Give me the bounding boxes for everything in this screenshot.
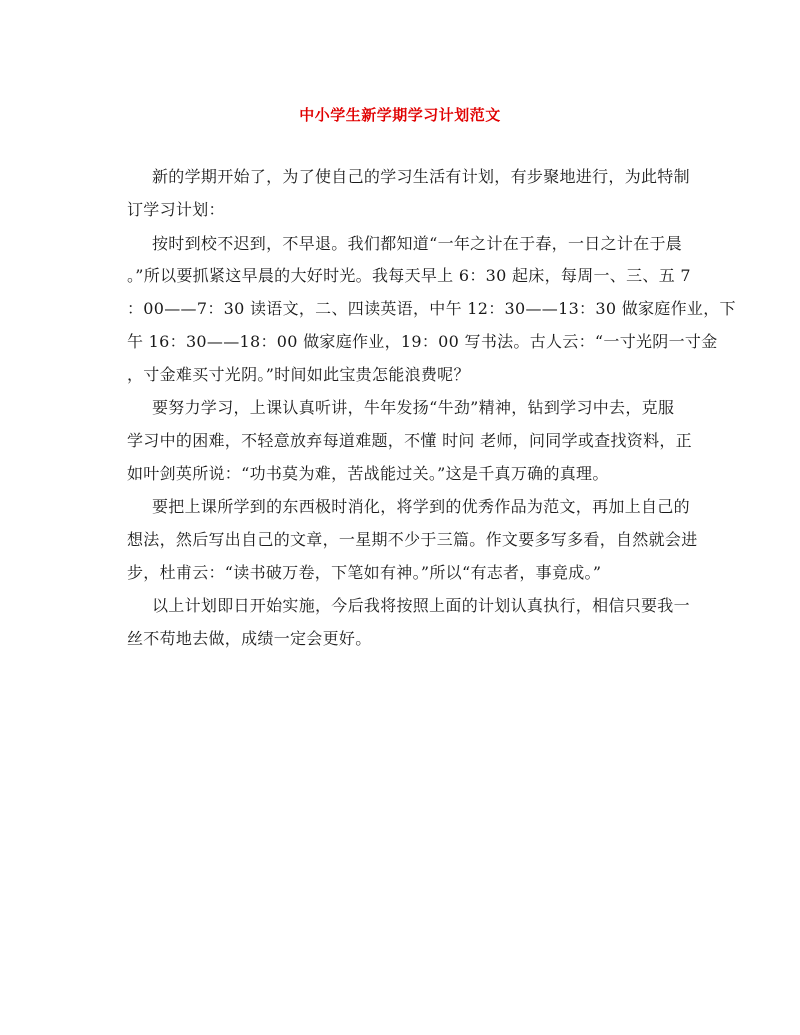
- paragraph-4-line-1: 要把上课所学到的东西极时消化，将学到的优秀作品为范文，再加上自己的: [152, 497, 690, 516]
- paragraph-5-line-2: 丝不苟地去做，成绩一定会更好。: [127, 629, 372, 648]
- paragraph-2-line-3: ：00——7：30 读语文，二、四读英语，中午 12：30——13：30 做家庭作业，下: [127, 299, 736, 318]
- document-title: 中小学生新学期学习计划范文: [299, 106, 501, 124]
- paragraph-3-line-3: 如叶剑英所说：“功书莫为难，苦战能过关。”这是千真万确的真理。: [127, 464, 609, 483]
- paragraph-2-line-4: 午 16：30——18：00 做家庭作业，19：00 写书法。古人云：“一寸光阴一寸金: [127, 332, 718, 351]
- paragraph-3-line-2: 学习中的困难，不轻意放弃每道难题，不懂 时问 老师，问同学或查找资料，正: [127, 431, 692, 450]
- paragraph-5-line-1: 以上计划即日开始实施，今后我将按照上面的计划认真执行，相信只要我一: [152, 596, 690, 615]
- paragraph-1-line-2: 订学习计划：: [127, 200, 225, 219]
- paragraph-4-line-3: 步，杜甫云：“读书破万卷，下笔如有神。”所以“有志者，事竟成。”: [127, 563, 602, 582]
- paragraph-1-line-1: 新的学期开始了，为了使自己的学习生活有计划，有步聚地进行，为此特制: [152, 167, 690, 186]
- paragraph-2-line-5: ，寸金难买寸光阴。”时间如此宝贵怎能浪费呢？: [127, 365, 470, 384]
- paragraph-3-line-1: 要努力学习，上课认真听讲，牛年发扬“牛劲”精神，钻到学习中去，克服: [152, 398, 675, 417]
- paragraph-4-line-2: 想法，然后写出自己的文章，一星期不少于三篇。作文要多写多看，自然就会进: [127, 530, 698, 549]
- paragraph-2-line-1: 按时到校不迟到，不早退。我们都知道“一年之计在于春，一日之计在于晨: [152, 234, 683, 253]
- paragraph-2-line-2: 。”所以要抓紧这早晨的大好时光。我每天早上 6：30 起床，每周一、三、五 7: [127, 266, 691, 285]
